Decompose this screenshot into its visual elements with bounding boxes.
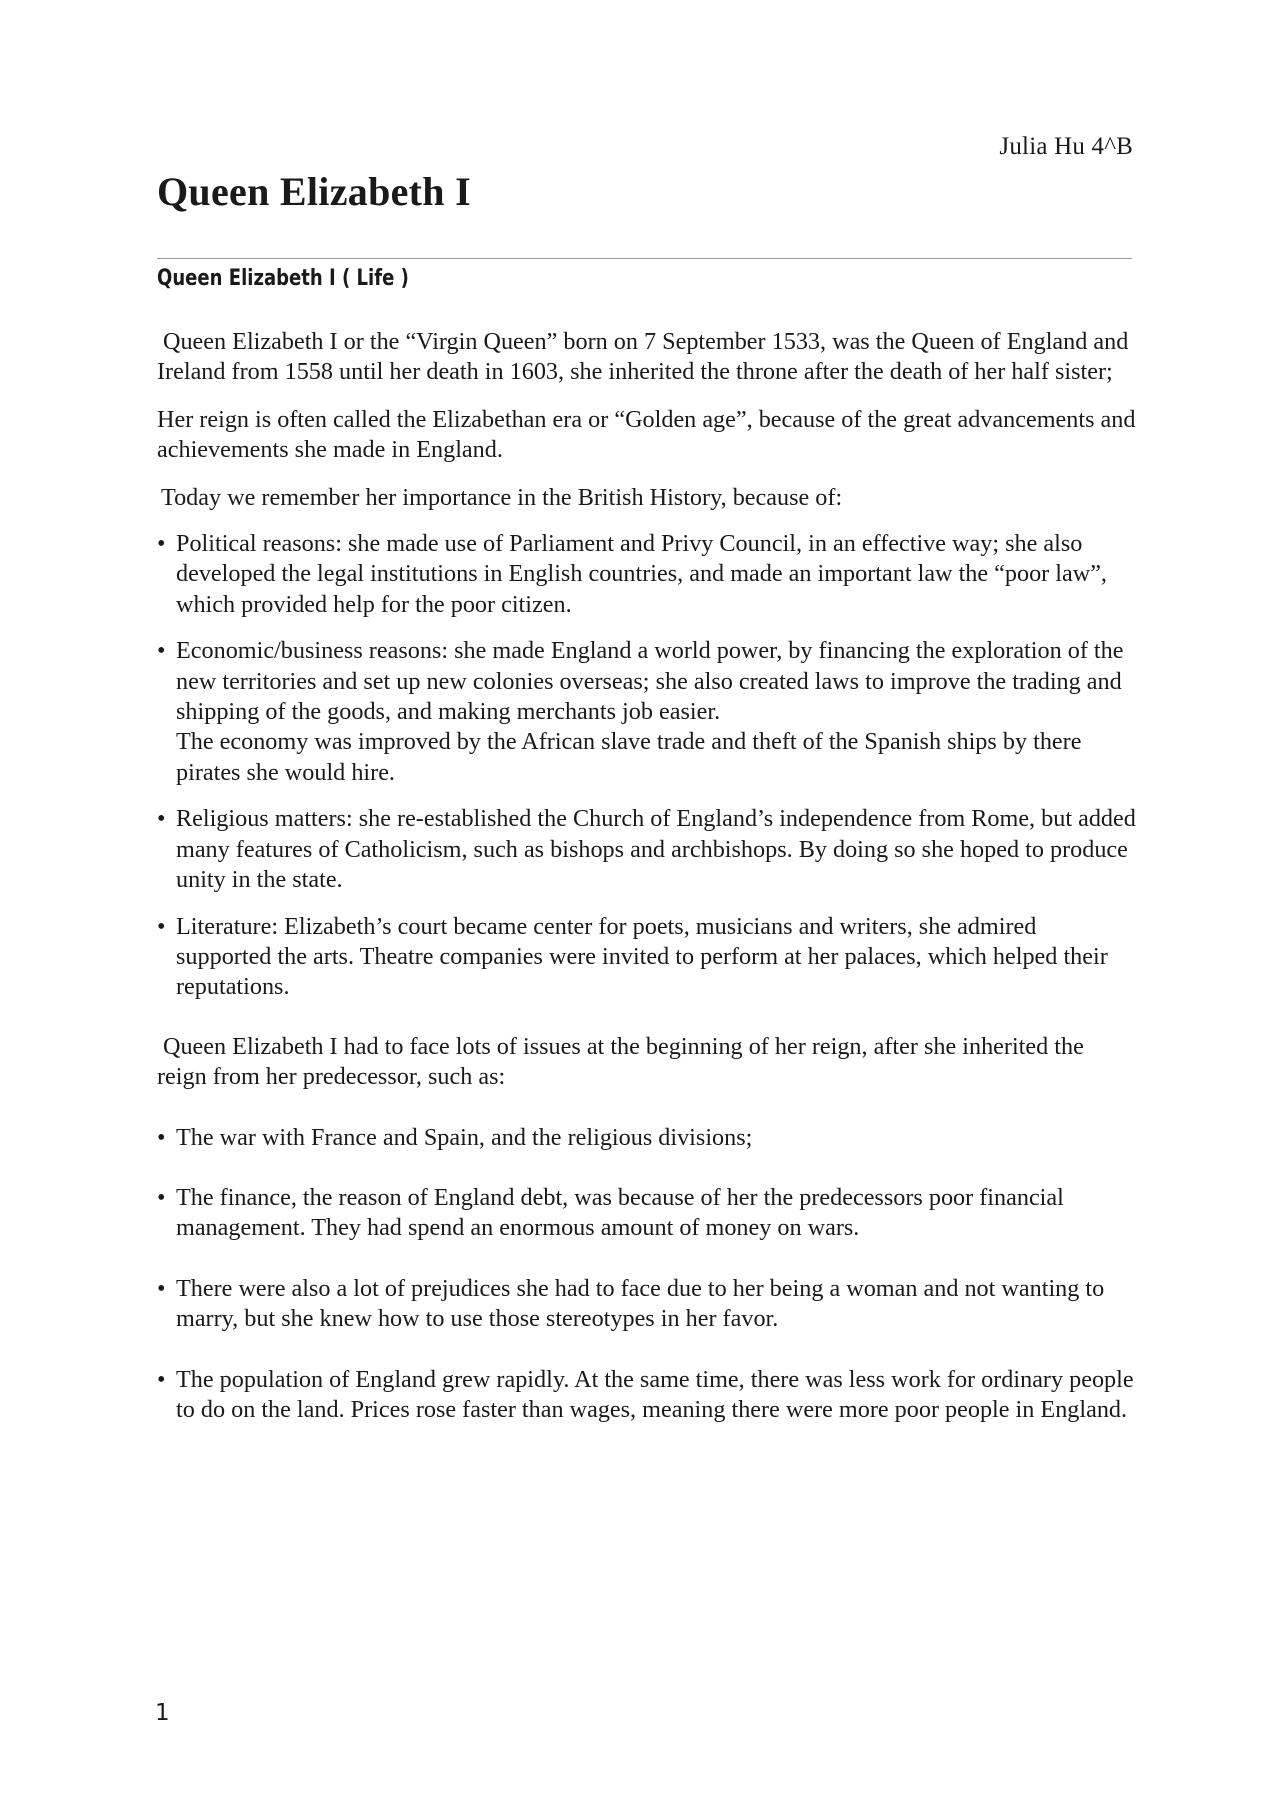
list-item-text: Religious matters: she re-established the Church of England’s independence from Rome, but added many features of Catholicism, such as bishops and archbishops. By doing so she hoped to produce unity in the state. — [176, 805, 1136, 894]
list-item-text: Economic/business reasons: she made England a world power, by financing the exploration of the new territories and set up new colonies overseas; she also created laws to improve the trading and shipping of the goods, and making merchants job easier. — [176, 637, 1124, 726]
list-item-text: The population of England grew rapidly. At the same time, there was less work for ordinary people to do on the land. Prices rose faster than wages, meaning there were more poor people in England. — [176, 1365, 1134, 1423]
page-number: 1 — [155, 1700, 170, 1726]
list-item-text: Literature: Elizabeth’s court became center for poets, musicians and writers, she admired supported the arts. Theatre companies were invited to perform at her palaces, which helped their reputations. — [176, 912, 1108, 1001]
list-item-continuation: The economy was improved by the African slave trade and theft of the Spanish ships by there pirates she would hire. — [176, 728, 1082, 786]
document-title: Queen Elizabeth I — [157, 169, 472, 214]
author-label: Julia Hu 4^B — [999, 133, 1133, 160]
list-item — [157, 1274, 1137, 1335]
issues-lead: Queen Elizabeth I had to face lots of issues at the beginning of her reign, after she inherited the reign from her predecessor, such as: — [157, 1032, 1084, 1091]
list-item-text: There were also a lot of prejudices she had to face due to her being a woman and not wanting to marry, but she knew how to use those stereotypes in her favor. — [176, 1274, 1105, 1333]
intro-paragraph: Queen Elizabeth I or the “Virgin Queen” born on 7 September 1533, was the Queen of England and Ireland from 1558 until her death in 1603, she inherited the throne after the death of her half sister; — [157, 328, 1129, 386]
issues-list — [157, 1123, 1137, 1426]
list-item — [157, 1123, 1137, 1153]
list-item — [157, 804, 1137, 895]
importance-lead: Today we remember her importance in the British History, because of: — [161, 483, 843, 511]
section-heading: Queen Elizabeth I ( Life ) — [157, 266, 409, 291]
list-item-text: The finance, the reason of England debt, was because of her the predecessors poor financial management. They had spend an enormous amount of money on wars. — [176, 1183, 1064, 1242]
document-body — [157, 327, 1137, 1425]
list-item — [157, 529, 1137, 620]
list-item-text: Political reasons: she made use of Parliament and Privy Council, in an effective way; she also developed the legal institutions in English countries, and made an important law the “poor law”, which provided help for the poor citizen. — [176, 530, 1107, 618]
list-item — [157, 1365, 1137, 1426]
importance-list — [157, 529, 1137, 1003]
list-item — [157, 912, 1137, 1003]
title-divider — [157, 258, 1132, 259]
list-item — [157, 636, 1137, 788]
list-item — [157, 1183, 1137, 1244]
era-paragraph: Her reign is often called the Elizabethan era or “Golden age”, because of the great advancements and achievements she made in England. — [157, 405, 1136, 464]
list-item-text: The war with France and Spain, and the religious divisions; — [176, 1123, 753, 1151]
